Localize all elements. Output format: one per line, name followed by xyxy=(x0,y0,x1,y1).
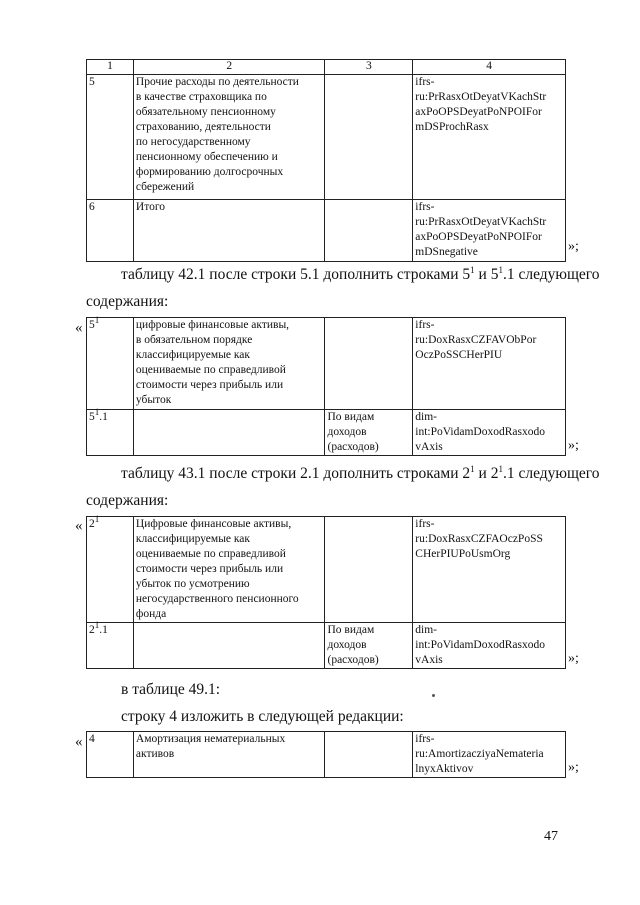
closing-quote: »; xyxy=(568,438,579,453)
text-line: пенсионному обеспечению и xyxy=(135,151,278,163)
code-line: vAxis xyxy=(415,654,443,666)
row-name xyxy=(133,732,325,778)
text-span: 5 xyxy=(89,411,95,423)
text-line: Цифровые финансовые активы, xyxy=(135,518,292,530)
row-name xyxy=(133,318,325,410)
text-line: доходов xyxy=(327,426,367,438)
paragraph-row-4: строку 4 изложить в следующей редакции: xyxy=(121,708,404,725)
text-line: Итого xyxy=(135,201,166,213)
code-line: mDSnegative xyxy=(415,246,478,258)
table-row xyxy=(87,75,566,200)
table-row xyxy=(87,200,566,262)
text-line: в обязательном порядке xyxy=(135,334,253,346)
code-line: lnyxAktivov xyxy=(415,763,474,775)
text-span: таблицу 42.1 после строки 5.1 дополнить строками 5 xyxy=(121,266,471,283)
code-line: ifrs- xyxy=(415,733,435,745)
row-col3 xyxy=(325,517,413,623)
table-row xyxy=(87,732,566,778)
table-49-row xyxy=(86,731,566,778)
table-row xyxy=(87,410,566,456)
text-line: Прочие расходы по деятельности xyxy=(135,76,299,88)
text-span: 2 xyxy=(89,518,95,530)
text-line: оцениваемые по справедливой xyxy=(135,364,286,376)
code-line: mDSProchRasx xyxy=(415,121,489,133)
code-line: ifrs- xyxy=(415,518,435,530)
row-name xyxy=(133,410,325,456)
row-code xyxy=(413,200,566,262)
row-code xyxy=(413,75,566,200)
row-name xyxy=(133,75,325,200)
superscript: 1 xyxy=(470,264,475,275)
text-span: таблицу 43.1 после строки 2.1 дополнить строками 2 xyxy=(121,465,471,482)
text-span: и 5 xyxy=(474,266,499,283)
row-number xyxy=(87,514,134,623)
row-code xyxy=(413,517,566,623)
code-line: ru:PrRasxOtDeyatVKachStr xyxy=(415,216,547,228)
superscript: 1 xyxy=(498,264,503,275)
row-name xyxy=(133,623,325,669)
text-line: формированию долгосрочных xyxy=(135,166,284,178)
text-line: убыток по усмотрению xyxy=(135,578,250,590)
text-span: .1 следующего xyxy=(502,266,600,283)
text-line: убыток xyxy=(135,394,172,406)
text-line: По видам xyxy=(327,411,375,423)
code-line: ifrs- xyxy=(415,76,435,88)
header-cell: 1 xyxy=(87,60,134,75)
code-line: ru:DoxRasxCZFAVObPor xyxy=(415,334,537,346)
code-line: OczPoSSCHerPIU xyxy=(415,349,503,361)
row-code xyxy=(413,318,566,410)
text-span: .1 следующего xyxy=(502,465,600,482)
opening-quote: « xyxy=(75,518,83,534)
text-line: активов xyxy=(135,748,175,760)
text-line: классифицируемые как xyxy=(135,349,251,361)
code-line: ru:AmortizacziyaNemateria xyxy=(415,748,544,760)
code-line: ru:DoxRasxCZFAOczPoSS xyxy=(415,533,543,545)
row-code xyxy=(413,623,566,669)
text-span: 5 xyxy=(89,319,95,331)
row-col3 xyxy=(325,75,413,200)
text-line: По видам xyxy=(327,624,375,636)
text-line: цифровые финансовые активы, xyxy=(135,319,290,331)
superscript: 1 xyxy=(470,463,475,474)
superscript: 1 xyxy=(94,514,100,525)
superscript: 1 xyxy=(94,620,100,631)
row-name xyxy=(133,517,325,623)
row-number xyxy=(87,315,134,410)
opening-quote: « xyxy=(75,320,83,336)
header-cell: 4 xyxy=(413,60,566,75)
header-cell: 3 xyxy=(325,60,413,75)
code-line: dim- xyxy=(415,411,438,423)
text-line: стоимости через прибыль или xyxy=(135,563,284,575)
row-number: 4 xyxy=(87,732,134,778)
row-number xyxy=(87,407,134,456)
paragraph-continuation: содержания: xyxy=(86,293,169,310)
row-col3 xyxy=(325,410,413,456)
table-43-insert xyxy=(86,516,566,669)
text-line: (расходов) xyxy=(327,441,379,453)
text-line: негосударственного пенсионного xyxy=(135,593,299,605)
text-line: по негосударственному xyxy=(135,136,251,148)
text-line: сбережений xyxy=(135,181,195,193)
table-header-row xyxy=(87,60,566,75)
text-line: доходов xyxy=(327,639,367,651)
stray-dot xyxy=(432,694,435,697)
paragraph-table-43 xyxy=(121,464,600,484)
text-line: обязательному пенсионному xyxy=(135,106,276,118)
code-line: ru:PrRasxOtDeyatVKachStr xyxy=(415,91,547,103)
text-line: оцениваемые по справедливой xyxy=(135,548,286,560)
text-span: .1 xyxy=(99,624,108,636)
text-line: Амортизация нематериальных xyxy=(135,733,286,745)
text-line: в качестве страховщика по xyxy=(135,91,267,103)
text-span: .1 xyxy=(99,411,108,423)
text-span: и 2 xyxy=(474,465,499,482)
text-line: стоимости через прибыль или xyxy=(135,379,284,391)
text-line: фонда xyxy=(135,608,167,620)
header-cell: 2 xyxy=(133,60,325,75)
closing-quote: »; xyxy=(568,651,579,666)
table-42-insert xyxy=(86,317,566,456)
row-col3 xyxy=(325,318,413,410)
closing-quote: »; xyxy=(568,239,579,254)
row-code xyxy=(413,410,566,456)
superscript: 1 xyxy=(94,407,100,418)
table-row xyxy=(87,318,566,410)
text-line: (расходов) xyxy=(327,654,379,666)
row-number: 6 xyxy=(87,200,134,262)
closing-quote: »; xyxy=(568,760,579,775)
row-col3 xyxy=(325,732,413,778)
text-line: классифицируемые как xyxy=(135,533,251,545)
row-name xyxy=(133,200,325,262)
code-line: int:PoVidamDoxodRasxodo xyxy=(415,639,545,651)
table-continuation xyxy=(86,59,566,262)
page-number: 47 xyxy=(544,829,558,844)
code-line: vAxis xyxy=(415,441,443,453)
text-span: 2 xyxy=(89,624,95,636)
superscript: 1 xyxy=(498,463,503,474)
text-line: страхованию, деятельности xyxy=(135,121,271,133)
row-col3 xyxy=(325,200,413,262)
paragraph-continuation: содержания: xyxy=(86,492,169,509)
code-line: axPoOPSDeyatPoNPOIFor xyxy=(415,106,542,118)
paragraph-table-49: в таблице 49.1: xyxy=(121,681,221,698)
opening-quote: « xyxy=(75,734,83,750)
superscript: 1 xyxy=(94,315,100,326)
table-row xyxy=(87,517,566,623)
row-number: 5 xyxy=(87,75,134,200)
row-code xyxy=(413,732,566,778)
row-col3 xyxy=(325,623,413,669)
code-line: axPoOPSDeyatPoNPOIFor xyxy=(415,231,542,243)
code-line: ifrs- xyxy=(415,319,435,331)
code-line: ifrs- xyxy=(415,201,435,213)
code-line: dim- xyxy=(415,624,438,636)
table-row xyxy=(87,623,566,669)
code-line: int:PoVidamDoxodRasxodo xyxy=(415,426,545,438)
row-number xyxy=(87,620,134,669)
paragraph-table-42 xyxy=(121,265,600,285)
code-line: CHerPIUPoUsmOrg xyxy=(415,548,511,560)
